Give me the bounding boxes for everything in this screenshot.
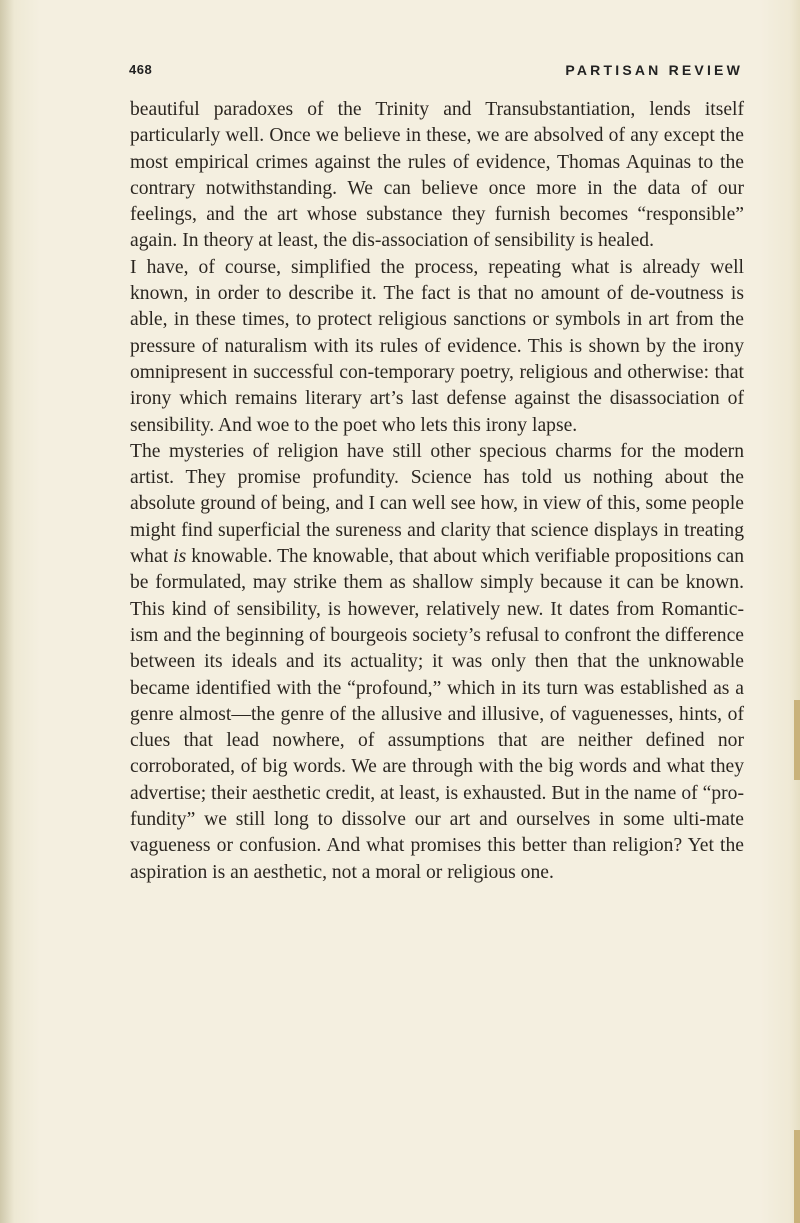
page-number: 468 xyxy=(129,62,153,77)
binding-shadow xyxy=(0,0,14,1223)
paragraph: beautiful paradoxes of the Trinity and Transubstantiation, lends itself particularly well. Once we believe in these, we are absolved of any except the most empirical crimes against the rules of evidence, Thomas Aquinas to the contrary notwithstanding. We can believe once more in the data of our feelings, and the art whose substance they furnish becomes “responsible” again. In theory at least, the dis-association of sensibility is healed. xyxy=(130,99,744,252)
page-edge-stain xyxy=(794,1130,800,1223)
article-body xyxy=(130,97,744,886)
running-head: PARTISAN REVIEW xyxy=(565,62,743,78)
paragraph: I have, of course, simplified the process, repeating what is already well known, in order to describe it. The fact is that no amount of de-voutness is able, in these times, to protect religious sanctions or symbols in art from the pressure of naturalism with its rules of evidence. This is shown by the irony omnipresent in successful con-temporary poetry, religious and otherwise: that irony which remains literary art’s last defense against the disassociation of sensibility. And woe to the poet who lets this irony lapse. xyxy=(130,256,744,436)
emphasis: is xyxy=(173,546,187,568)
page-edge-stain xyxy=(794,700,800,780)
page-header xyxy=(129,62,743,84)
paragraph: The mysteries of religion have still other specious charms for the modern artist. They promise profundity. Science has told us nothing about the absolute ground of being, and I can well see how, in view of this, some people might find superficial the sureness and clarity that science displays in treating what is knowable. The knowable, that about which verifiable propositions can be formulated, may strike them as shallow simply because it can be known. This kind of sensibility, is however, relatively new. It dates from Romantic-ism and the beginning of bourgeois society’s refusal to confront the difference between its ideals and its actuality; it was only then that the unknowable became identified with the “profound,” which in its turn was established as a genre almost—the genre of the allusive and illusive, of vaguenesses, hints, of clues that lead nowhere, of assumptions that are neither defined nor corroborated, of big words. We are through with the big words and what they advertise; their aesthetic credit, at least, is exhausted. But in the name of “pro-fundity” we still long to dissolve our art and ourselves in some ulti-mate vagueness or confusion. And what promises this better than religion? Yet the aspiration is an aesthetic, not a moral or religious one. xyxy=(130,440,744,883)
